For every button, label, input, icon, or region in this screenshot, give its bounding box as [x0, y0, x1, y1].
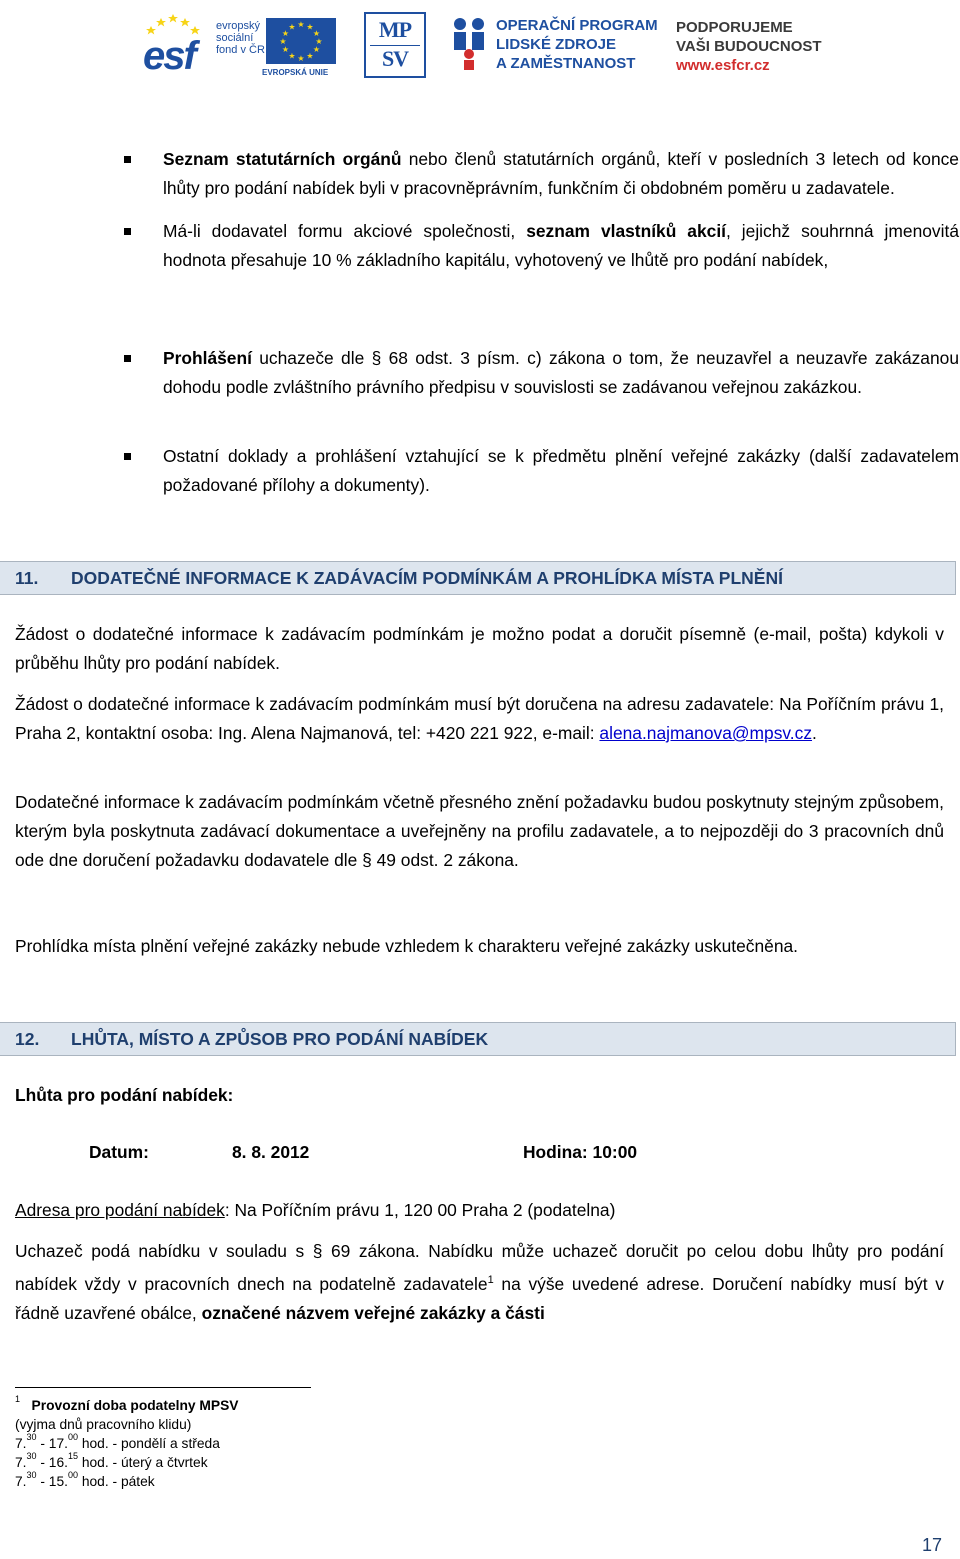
mpsv-logo [364, 12, 426, 78]
email-link[interactable]: alena.najmanova@mpsv.cz [599, 723, 813, 743]
svg-text:★: ★ [279, 37, 287, 46]
time-part: - 15. [36, 1474, 68, 1489]
bullet-square-icon [124, 228, 131, 235]
section-number: 11. [15, 568, 39, 588]
paragraph [15, 690, 944, 748]
support-slogan [676, 18, 822, 75]
footnote-row [15, 1453, 208, 1472]
time-sup: 00 [67, 1432, 78, 1443]
section-heading-12 [0, 1022, 956, 1056]
slogan-line: VAŠI BUDOUCNOST [676, 38, 822, 55]
op-line: A ZAMĚSTNANOST [496, 55, 636, 72]
paragraph-bold: označené názvem veřejné zakázky a části [201, 1302, 545, 1323]
svg-text:★: ★ [306, 22, 314, 32]
op-lzz-text [496, 16, 658, 73]
op-line: LIDSKÉ ZDROJE [496, 36, 617, 53]
address-value: : Na Poříčním právu 1, 120 00 Praha 2 (podatelna) [224, 1200, 616, 1220]
bullet-square-icon [124, 355, 131, 362]
header-logos [0, 8, 960, 78]
address-line [15, 1196, 615, 1225]
list-item-text [163, 344, 959, 402]
paragraph: Prohlídka místa plnění veřejné zakázky nebude vzhledem k charakteru veřejné zakázky uskutečněna. [15, 936, 799, 956]
eu-flag-icon [266, 18, 336, 64]
bullet-square-icon [124, 156, 131, 163]
slogan-line: PODPORUJEME [676, 19, 793, 36]
list-item-text: Ostatní doklady a prohlášení vztahující se k předmětu plnění veřejné zakázky (další zadavatelem požadované přílohy a dokumenty). [163, 446, 959, 495]
section-title: DODATEČNÉ INFORMACE K ZADÁVACÍM PODMÍNKÁM A PROHLÍDKA MÍSTA PLNĚNÍ [71, 568, 783, 588]
svg-text:★: ★ [315, 37, 323, 46]
time-value: Hodina: 10:00 [523, 1142, 638, 1162]
time-part: - 16. [36, 1455, 68, 1470]
esf-logo [143, 12, 213, 76]
eu-caption: EVROPSKÁ UNIE [262, 68, 329, 77]
esf-caption-line: sociální [216, 32, 254, 44]
footnote-marker: 1 [487, 1274, 494, 1286]
paragraph [15, 1237, 944, 1328]
footnote-marker: 1 [15, 1394, 21, 1405]
paragraph-text: Uchazeč podá nabídku v souladu s § 69 zákona. Nabídku může uchazeč doručit po celou dobu lhůty pro podání nabídek vždy v pracovních dnech na podatelně zadavatele [15, 1241, 944, 1294]
mpsv-bottom: SV [381, 46, 409, 71]
paragraph-end: . [812, 723, 817, 743]
svg-text:★: ★ [306, 51, 314, 61]
svg-text:★: ★ [297, 54, 305, 63]
date-label: Datum: [89, 1142, 149, 1162]
section-heading-11 [0, 561, 956, 595]
footnote-title [15, 1396, 239, 1415]
eu-stars-icon [145, 12, 205, 36]
time-sup: 30 [26, 1470, 37, 1481]
svg-text:★: ★ [281, 29, 290, 38]
list-item [124, 145, 959, 203]
list-item-body: uchazeče dle § 68 odst. 3 písm. c) zákona o tom, že neuzavřel a neuzavře zakázanou dohodu podle zvláštního právního předpisu v souvislosti se zadávanou veřejnou zakázkou. [163, 348, 959, 397]
list-item-text [163, 145, 959, 203]
bullet-square-icon [124, 453, 131, 460]
address-label: Adresa pro podání nabídek [15, 1200, 225, 1220]
op-line: OPERAČNÍ PROGRAM [496, 17, 658, 34]
list-item [124, 217, 959, 275]
footnote-note: (vyjma dnů pracovního klidu) [15, 1417, 192, 1432]
svg-text:★: ★ [312, 29, 321, 38]
time-part: - 17. [36, 1436, 68, 1451]
esf-caption-line: evropský [216, 20, 261, 32]
page-number: 17 [922, 1535, 943, 1555]
list-item-body: , jejichž souhrnná jmenovitá hodnota přesahuje 10 % základního kapitálu, vyhotovený ve lhůtě pro podání nabídek, [163, 221, 959, 270]
time-sup: 30 [26, 1451, 37, 1462]
footnote-row [15, 1434, 220, 1453]
footnote-row [15, 1472, 155, 1491]
svg-text:★: ★ [288, 51, 296, 61]
svg-text:★: ★ [312, 45, 321, 54]
paragraph-text: Doručení nabídky musí být v řádně uzavřené obálce, [15, 1273, 944, 1323]
paragraph-text: Žádost o dodatečné informace k zadávacím podmínkám musí být doručena na adresu zadavatele: Na Poříčním právu 1, Praha 2, kontaktní osoba: Ing. Alena Najmanová, tel: +420 221 922, e-mail: [15, 694, 944, 743]
list-item [124, 344, 959, 402]
list-item [124, 442, 959, 500]
svg-text:★: ★ [297, 20, 305, 29]
esf-caption-line: fond v ČR [216, 44, 265, 56]
section-title: LHŮTA, MÍSTO A ZPŮSOB PRO PODÁNÍ NABÍDEK [71, 1029, 489, 1049]
list-item-bold: Seznam statutárních orgánů [163, 149, 402, 169]
paragraph-text: na výše uvedené adrese. [493, 1273, 705, 1294]
op-lzz-icon [446, 14, 492, 70]
section-number: 12. [15, 1029, 40, 1049]
paragraph: Žádost o dodatečné informace k zadávacím podmínkám je možno podat a doručit písemně (e-mail, pošta) kdykoli v průběhu lhůty pro podání nabídek. [15, 624, 944, 673]
list-item-body: nebo členů statutárních orgánů, kteří v posledních 3 letech od konce lhůty pro podání nabídek byli v pracovněprávním, funkčním či obdobném poměru u zadavatele. [163, 149, 959, 198]
time-sup: 15 [67, 1451, 78, 1462]
list-item-bold: seznam vlastníků akcií [526, 221, 726, 241]
date-value: 8. 8. 2012 [232, 1142, 310, 1162]
list-item-text [163, 217, 959, 275]
footnote-heading: Provozní doba podatelny MPSV [31, 1398, 239, 1413]
support-url: www.esfcr.cz [676, 57, 770, 74]
time-part: 7. [15, 1474, 27, 1489]
time-part: 7. [15, 1436, 27, 1451]
time-sup: 00 [67, 1470, 78, 1481]
paragraph: Dodatečné informace k zadávacím podmínkám včetně přesného znění požadavku budou poskytnuty stejným způsobem, kterým byla poskytnuta zadávací dokumentace a uveřejněny na profilu zadavatele, a to nejpozději do 3 pracovních dnů ode dne doručení požadavku dodavatele dle § 49 odst. 2 zákona. [15, 792, 944, 870]
footnote-separator [15, 1387, 311, 1388]
time-days: hod. - pátek [78, 1474, 155, 1489]
svg-text:★: ★ [281, 45, 290, 54]
time-days: hod. - pondělí a středa [78, 1436, 220, 1451]
time-days: hod. - úterý a čtvrtek [78, 1455, 208, 1470]
list-item-pre: Má-li dodavatel formu akciové společnosti, [163, 221, 527, 241]
svg-text:★: ★ [288, 22, 296, 32]
mpsv-top: MP [378, 17, 412, 42]
time-sup: 30 [26, 1432, 37, 1443]
esf-wordmark: esf [143, 34, 195, 78]
time-part: 7. [15, 1455, 27, 1470]
deadline-label: Lhůta pro podání nabídek: [15, 1085, 234, 1105]
list-item-bold: Prohlášení [163, 348, 252, 368]
